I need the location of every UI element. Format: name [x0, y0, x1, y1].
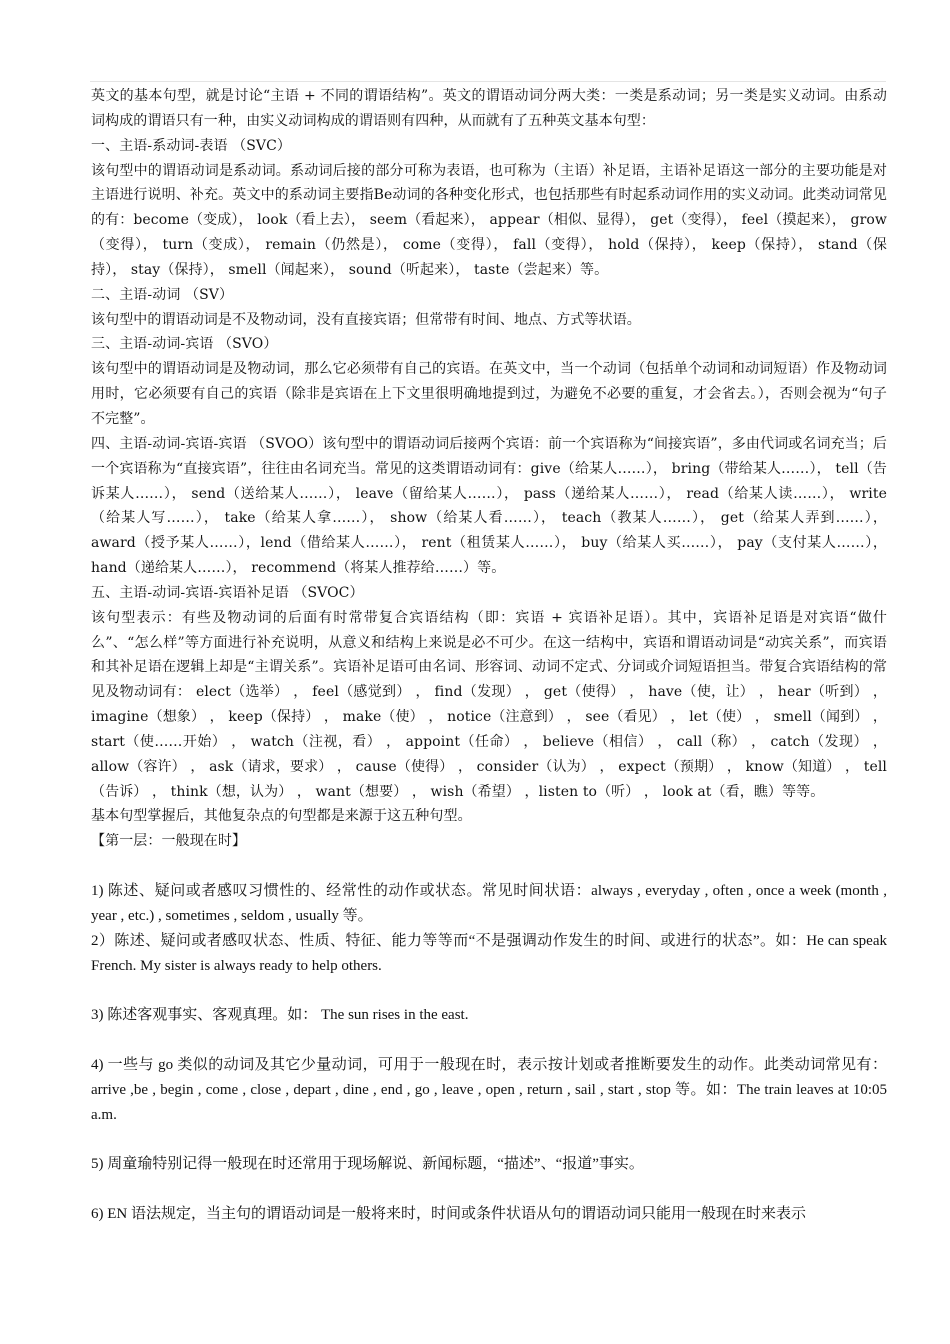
rule-6: 6) EN 语法规定，当主句的谓语动词是一般将来时，时间或条件状语从句的谓语动词只能用一般现在时来表示	[91, 1205, 806, 1222]
layer-title: 【第一层：一般现在时】	[91, 833, 247, 850]
pattern-1-heading: 一、主语-系动词-表语 （SVC）	[91, 137, 292, 154]
rule-4: 4) 一些与 go 类似的动词及其它少量动词，可用于一般现在时，表示按计划或者推断要发生的动作。此类动词常见有：arrive ,be , begin , come , close , depart , dine , end , go , leave , open , return , sail , start , stop 等。如：The train leaves at 10:05 a.m.	[91, 1056, 887, 1123]
blank-line	[91, 1127, 887, 1152]
rules-section	[91, 854, 887, 1227]
pattern-1-body: 该句型中的谓语动词是系动词。系动词后接的部分可称为表语，也可称为（主语）补足语，主语补足语这一部分的主要功能是对主语进行说明、补充。英文中的系动词主要指Be动词的各种变化形式，也包括那些有时起系动词作用的实义动词。此类动词常见的有：become（变成）， look（看上去）， seem（看起来）， appear（相似、显得）， get（变得）， feel（摸起来）， grow（变得）， turn（变成）， remain（仍然是）， come（变得）， fall（变得）， hold（保持）， keep（保持）， stand（保持）， stay（保持）， smell（闻起来）， sound（听起来）， taste（尝起来）等。	[91, 162, 887, 278]
document-body	[91, 84, 887, 1227]
pattern-2-body: 该句型中的谓语动词是不及物动词，没有直接宾语；但常带有时间、地点、方式等状语。	[91, 311, 641, 328]
blank-line	[91, 1028, 887, 1053]
blank-line	[91, 854, 887, 879]
intro-paragraph: 英文的基本句型，就是讨论“主语 + 不同的谓语结构”。英文的谓语动词分两大类：一类是系动词；另一类是实义动词。由系动词构成的谓语只有一种，由实义动词构成的谓语则有四种，从而就有了五种英文基本句型：	[91, 88, 887, 129]
rule-5: 5) 周童瑜特别记得一般现在时还常用于现场解说、新闻标题，“描述”、“报道”事实。	[91, 1156, 644, 1173]
top-rule	[90, 81, 886, 82]
pattern-3-body: 该句型中的谓语动词是及物动词，那么它必须带有自己的宾语。在英文中，当一个动词（包括单个动词和动词短语）作及物动词用时，它必须要有自己的宾语（除非是宾语在上下文里很明确地提到过，为避免不必要的重复，才会省去。），否则会视为“句子不完整”。	[91, 361, 887, 427]
blank-line	[91, 978, 887, 1003]
summary-paragraph: 基本句型掌握后，其他复杂点的句型都是来源于这五种句型。	[91, 808, 472, 825]
blank-line	[91, 1177, 887, 1202]
pattern-5-body: 该句型表示：有些及物动词的后面有时常带复合宾语结构（即：宾语 + 宾语补足语）。其中，宾语补足语是对宾语“做什么”、“怎么样”等方面进行补充说明，从意义和结构上来说是必不可少。在这一结构中，宾语和谓语动词是“动宾关系”，而宾语和其补足语在逻辑上却是“主谓关系”。宾语补足语可由名词、形容词、动词不定式、分词或介词短语担当。带复合宾语结构的常见及物动词有： elect（选举） ， feel（感觉到） ， find（发现） ， get（使得） ， have（使，让） ， hear（听到） ， imagine（想象） ， keep（保持） ， make（使） ， notice（注意到） ， see（看见） ， let（使） ， smell（闻到） ， start（使……开始） ， watch（注视，看） ， appoint（任命） ， believe（相信） ， call（称） ， catch（发现） ， allow（容许） ， ask（请求，要求） ， cause（使得） ， consider（认为） ， expect（预期） ， know（知道） ， tell（告诉） ， think（想，认为） ， want（想要） ， wish（希望） ，listen to（听） ， look at（看，瞧）等等。	[91, 609, 887, 800]
pattern-2-heading: 二、主语-动词 （SV）	[91, 286, 234, 303]
pattern-4-body: 四、主语-动词-宾语-宾语 （SVOO）该句型中的谓语动词后接两个宾语：前一个宾语称为“间接宾语”，多由代词或名词充当；后一个宾语称为“直接宾语”，往往由名词充当。常见的这类谓语动词有：give（给某人……）， bring（带给某人……）， tell（告诉某人……）， send（送给某人……）， leave（留给某人……）， pass（递给某人……）， read（给某人读……）， write（给某人写……）， take（给某人拿……）， show（给某人看……）， teach（教某人……）， get（给某人弄到……）， award（授予某人……），lend（借给某人……）， rent（租赁某人……）， buy（给某人买……）， pay（支付某人……）， hand（递给某人……）， recommend（将某人推荐给……）等。	[91, 435, 888, 577]
rule-1: 1) 陈述、疑问或者感叹习惯性的、经常性的动作或状态。常见时间状语：always , everyday , often , once a week (month , year , etc.) , sometimes , seldom , usually 等。	[91, 883, 887, 924]
rule-3: 3) 陈述客观事实、客观真理。如： The sun rises in the east.	[91, 1007, 469, 1024]
pattern-5-heading: 五、主语-动词-宾语-宾语补足语 （SVOC）	[91, 584, 364, 601]
pattern-3-heading: 三、主语-动词-宾语 （SVO）	[91, 336, 278, 353]
rule-2: 2）陈述、疑问或者感叹状态、性质、特征、能力等等而“不是强调动作发生的时间、或进行的状态”。如：He can speak French. My sister is always ready to help others.	[91, 932, 887, 974]
